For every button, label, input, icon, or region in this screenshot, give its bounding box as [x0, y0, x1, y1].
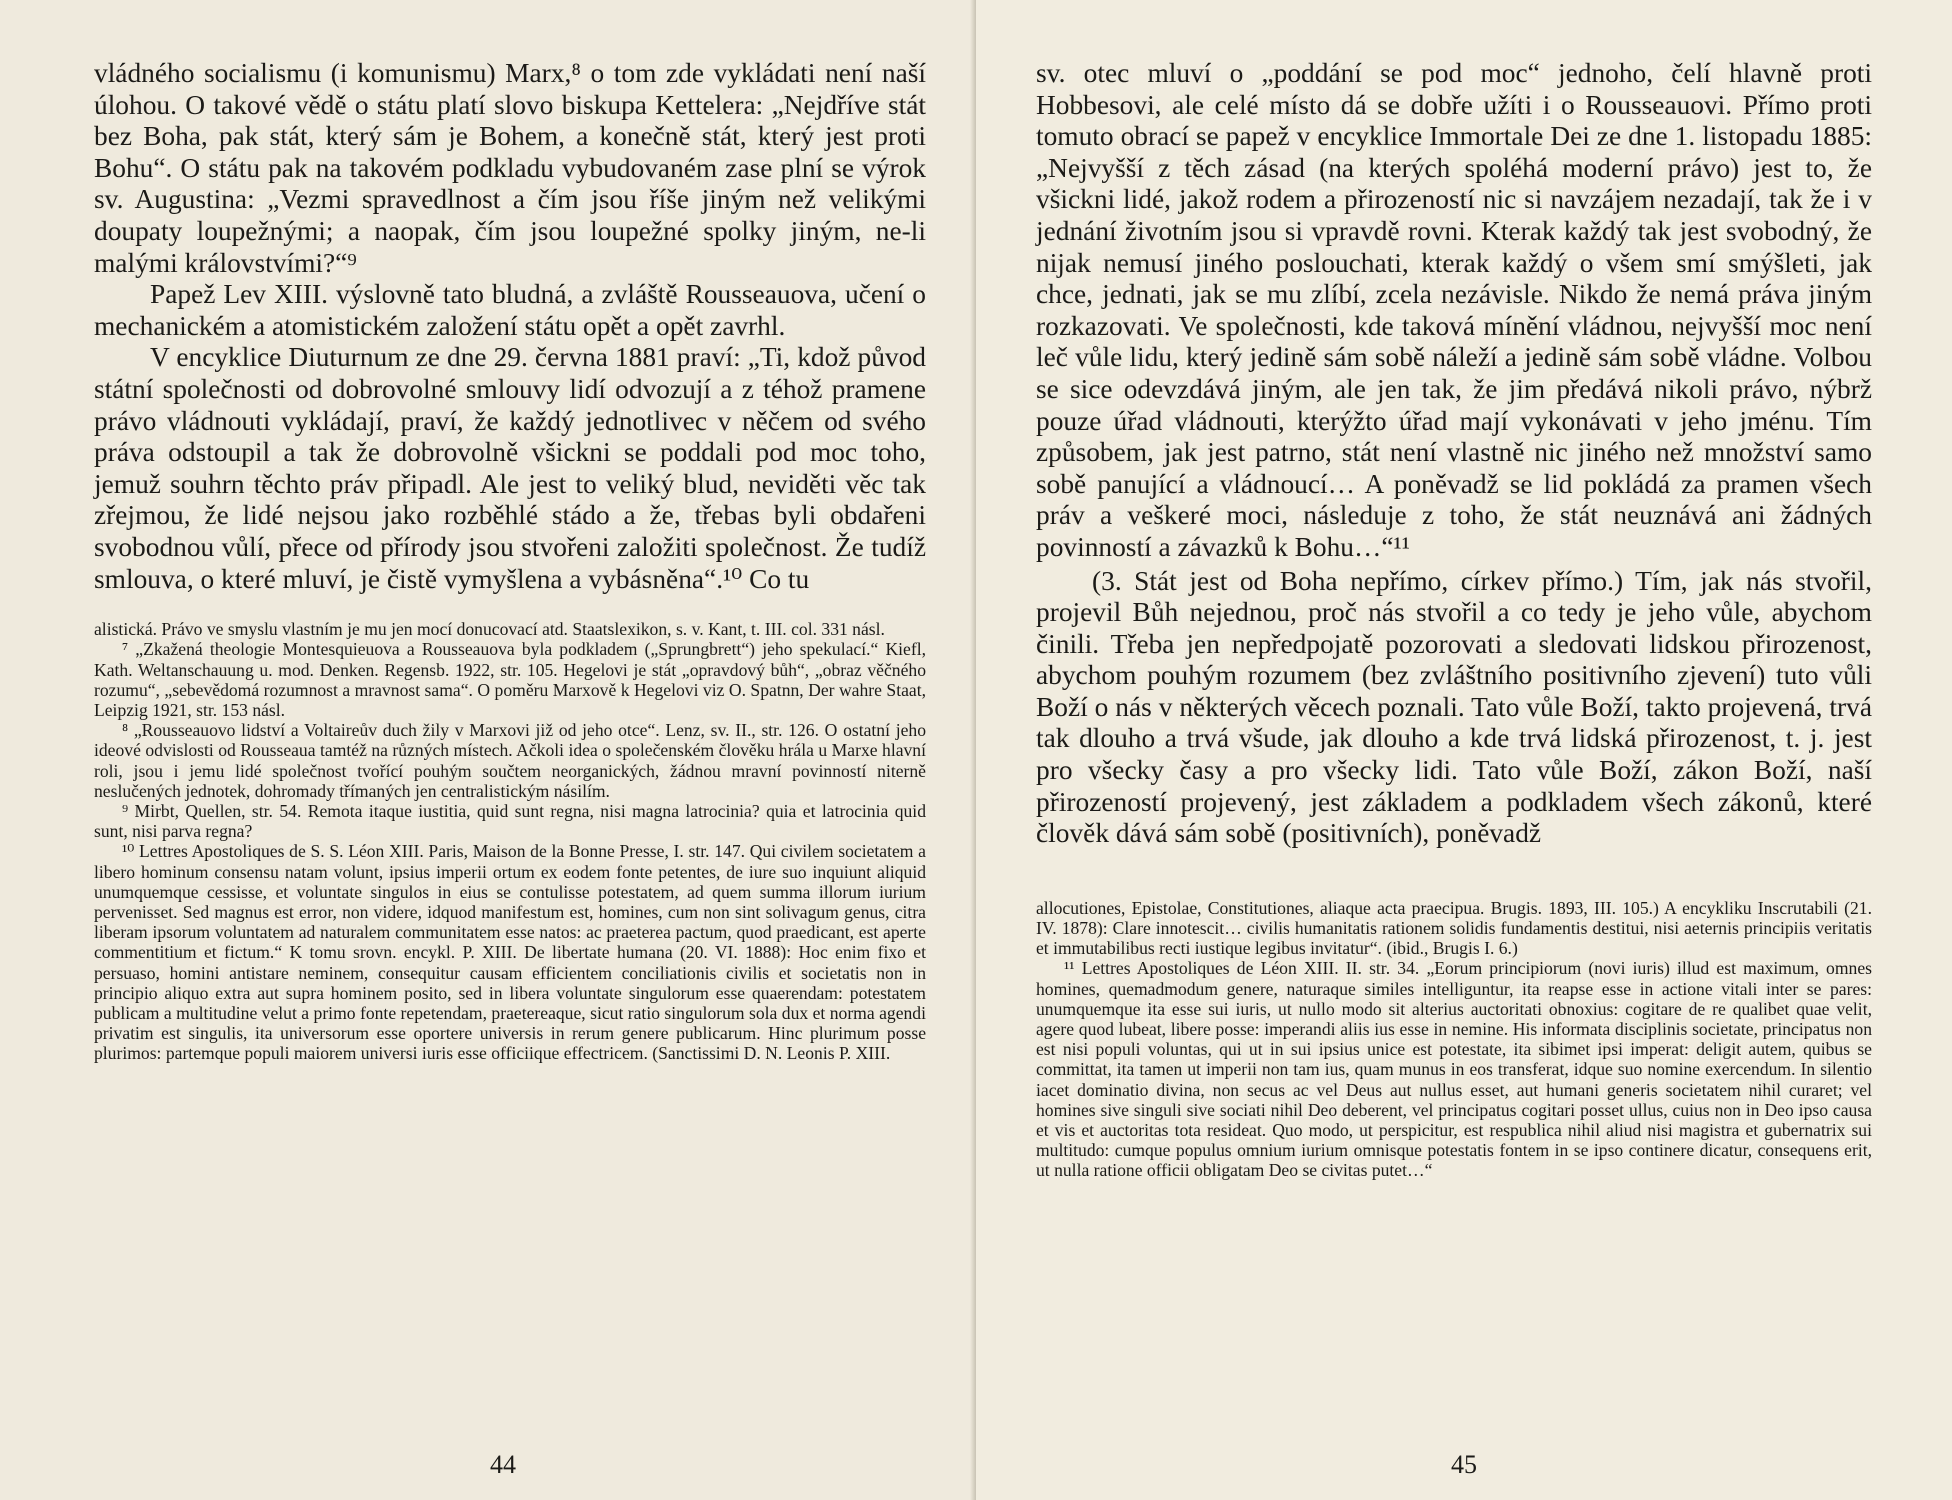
footnote-continuation: alistická. Právo ve smyslu vlastním je mu jen mocí donucovací atd. Staatslexikon, s. v. Kant, t. III. col. 331 násl. — [94, 619, 885, 640]
left-main-text — [94, 58, 926, 595]
left-footnotes — [94, 619, 926, 1063]
right-main-text — [1036, 58, 1872, 850]
left-paragraph-3: V encyklice Diuturnum ze dne 29. června 1881 praví: „Ti, kdož původ státní společnosti od dobrovolné smlouvy lidí odvozují a z téhož pramene právo vládnouti vykládají, praví, že každý jednotlivec v něčem od svého práva odstoupil a tak že dobrovolně všickni se poddali pod moc toho, jemuž souhrn těchto práv připadl. Ale jest to veliký blud, neviděti věc tak zřejmou, že lidé nejsou jako rozběhlé stádo a že, třebas byli obdařeni svobodnou vůlí, přece od přírody jsou stvořeni založiti společnost. Že tudíž smlouva, o které mluví, je čistě vymyšlena a vybásněna“.¹⁰ Co tu — [94, 342, 926, 594]
footnote-7: ⁷ „Zkažená theologie Montesquieuova a Rousseauova byla podkladem („Sprungbrett“) jeho spekulací.“ Kiefl, Kath. Weltanschauung u. mod. Denken. Regensb. 1922, str. 105. Hegelovi je stát „opravdový bůh“, „obraz věčného rozumu“, „sebevědomá rozumnost a mravnost sama“. O poměru Marxově k Hegelovi viz O. Spatnn, Der wahre Staat, Leipzig 1921, str. 153 násl. — [94, 639, 926, 720]
footnote-10: ¹⁰ Lettres Apostoliques de S. S. Léon XIII. Paris, Maison de la Bonne Presse, I. str. 147. Qui civilem societatem a libero hominum consensu natam volunt, ipsius imperii ortum ex eodem fonte petentes, de iure suo inquiunt aliquid unumquemque cessisse, et voluntate singulos in eius se contulisse potestatem, ad quem summa illorum iurium pervenisset. Sed magnus est error, non videre, idquod manifestum est, homines, cum non sint solivagum genus, citra liberam ipsorum voluntatem ad naturalem communitatem esse natos: ac praeterea pactum, quod praedicant, est aperte commentitium et fictum.“ K tomu srovn. encykl. P. XIII. De libertate humana (20. VI. 1888): Hoc enim fixo et persuaso, homini antistare neminem, consequitur causam efficientem conciliationis civilis et societatis non in principio aliquo extra aut supra hominem posito, sed in libera voluntate singulorum esse quaerendam: potestatem publicam a multitudine velut a primo fonte repetendam, praetereaque, sicut ratio singulorum sola dux et norma agendi privatim est singulis, ita universorum esse oportere universis in rerum genere publicarum. Hinc plurimum posse plurimos: partemque populi maiorem universi iuris esse officiique effectricem. (Sanctissimi D. N. Leonis P. XIII. — [94, 841, 926, 1064]
left-paragraph-2: Papež Lev XIII. výslovně tato bludná, a zvláště Rousseauova, učení o mechanickém a atomistickém založení státu opět a opět zavrhl. — [94, 279, 926, 341]
footnote-10-continuation: allocutiones, Epistolae, Constitutiones, aliaque acta praecipua. Brugis. 1893, III. 105.) A encykliku Inscrutabili (21. IV. 1878): Clare innotescit… civilis humanitatis rationem solidis fundamentis destitui, nisi aeternis principiis veritatis et immutabilibus recti iustique legibus invitatur“. (ibid., Brugis I. 6.) — [1036, 897, 1872, 959]
right-paragraph-1: sv. otec mluví o „poddání se pod moc“ jednoho, čelí hlavně proti Hobbesovi, ale celé místo dá se dobře užíti i o Rousseauovi. Přímo proti tomuto obrací se papež v encyklice Immortale Dei ze dne 1. listopadu 1885: „Nejvyšší z těch zásad (na kterých spoléhá moderní právo) jest to, že všickni lidé, jakož rodem a přirozeností nic si navzájem nezadají, tak že i v jednání životním jsou si vpravdě rovni. Kterak každý tak jest svobodný, že nijak nemusí jiného poslouchati, kterak každý o všem smí smýšleti, jak chce, jednati, jak se mu zlíbí, zcela nezávisle. Nikdo že nemá práva jiným rozkazovati. Ve společnosti, kde taková mínění vládnou, nejvyšší moc není leč vůle lidu, který jedině sám sobě náleží a jedině sám sobě vládne. Volbou se sice odevzdává jiným, ale jen tak, že jim předává nikoli právo, nýbrž pouze úřad vládnouti, kterýžto úřad mají vykonávati v jeho jménu. Tím způsobem, jak jest patrno, stát není vlastně nic jiného než množství samo sobě panující a vládnoucí… A poněvadž se lid pokládá za pramen všech práv a veškeré moci, následuje z toho, že stát neuznává ani žádných povinností a závazků k Bohu…“¹¹ — [1036, 58, 1872, 562]
right-page — [976, 0, 1952, 1500]
footnote-9: ⁹ Mirbt, Quellen, str. 54. Remota itaque iustitia, quid sunt regna, nisi magna latrocinia? quia et latrocinia quid sunt, nisi parva regna? — [94, 800, 926, 842]
footnote-11: ¹¹ Lettres Apostoliques de Léon XIII. II. str. 34. „Eorum principiorum (novi iuris) illud est maximum, omnes homines, quemadmodum genere, naturaque similes intelliguntur, ita reapse esse in actione vitali inter se pares: unumquemque ita esse sui iuris, ut nullo modo sit alterius auctoritati obnoxius: cogitare de re qualibet quae velit, agere quod lubeat, libere posse: imperandi aliis ius esse in nemine. His informata disciplinis societate, principatus non est nisi populi voluntas, qui ut in sui ipsius unice est potestate, ita sibimet ipsi imperat: deligit autem, quibus se committat, ita tamen ut imperii non tam ius, quam munus in eos transferat, idque suo nomine exercendum. In silentio iacet dominatio divina, non secus ac vel Deus aut nullus esset, aut humani generis societatem nihil curaret; vel homines sive singuli sive sociati nihil Deo deberent, vel principatus cogitari posset ullus, cuius non in Deo ipso causa et vis et auctoritas tota resideat. Quo modo, ut perspicitur, est respublica nihil aliud nisi magistra et gubernatrix sui multitudo: cumque populus omnium iurium omnisque potestatis fontem in se ipso continere dicatur, consequens erit, ut nulla ratione officii obligatam Deo se civitas putet…“ — [1036, 958, 1872, 1181]
page-number-left: 44 — [490, 1450, 516, 1479]
right-paragraph-2: (3. Stát jest od Boha nepřímo, církev přímo.) Tím, jak nás stvořil, projevil Bůh nejednou, proč nás stvořil a co tedy je jeho vůle, abychom činili. Třeba jen nepředpojatě pozorovati a sledovati lidskou přirozenost, abychom pouhým rozumem (bez zvláštního positivního zjevení) tuto vůli Boží o nás v některých věcech poznali. Tato vůle Boží, takto projevená, trvá tak dlouho a trvá všude, jak dlouho a kde trvá lidská přirozenost, t. j. jest pro všecky časy a pro všecky lidi. Tato vůle Boží, zákon Boží, naší přirozeností projevený, jest základem a podkladem všech zákonů, které člověk dává sám sobě (positivních), poněvadž — [1036, 565, 1872, 849]
left-paragraph-1: vládného socialismu (i komunismu) Marx,⁸ o tom zde vykládati není naší úlohou. O takové vědě o státu platí slovo biskupa Kettelera: „Nejdříve stát bez Boha, pak stát, který sám je Bohem, a konečně stát, který jest proti Bohu“. O státu pak na takovém podkladu vybudovaném zase plní se výrok sv. Augustina: „Vezmi spravedlnost a čím jsou říše jiným než velikými doupaty loupežnými; a naopak, čím jsou loupežné spolky jiným, ne-li malými královstvími?“⁹ — [94, 58, 926, 278]
page-number-right: 45 — [1451, 1450, 1477, 1479]
footnote-8: ⁸ „Rousseauovo lidství a Voltaireův duch žily v Marxovi již od jeho otce“. Lenz, sv. II., str. 126. O ostatní jeho ideové odvislosti od Rousseaua tamtéž na různých místech. Ačkoli idea o společenském člověku hrála u Marxe hlavní roli, jsou i jemu lidé společnost tvořící pouhým součtem neorganických, žádnou mravní povinností niterně neslučených jednotek, dohromady třímaných jen centralistickým násilím. — [94, 720, 926, 801]
right-footnotes — [1036, 898, 1872, 1181]
